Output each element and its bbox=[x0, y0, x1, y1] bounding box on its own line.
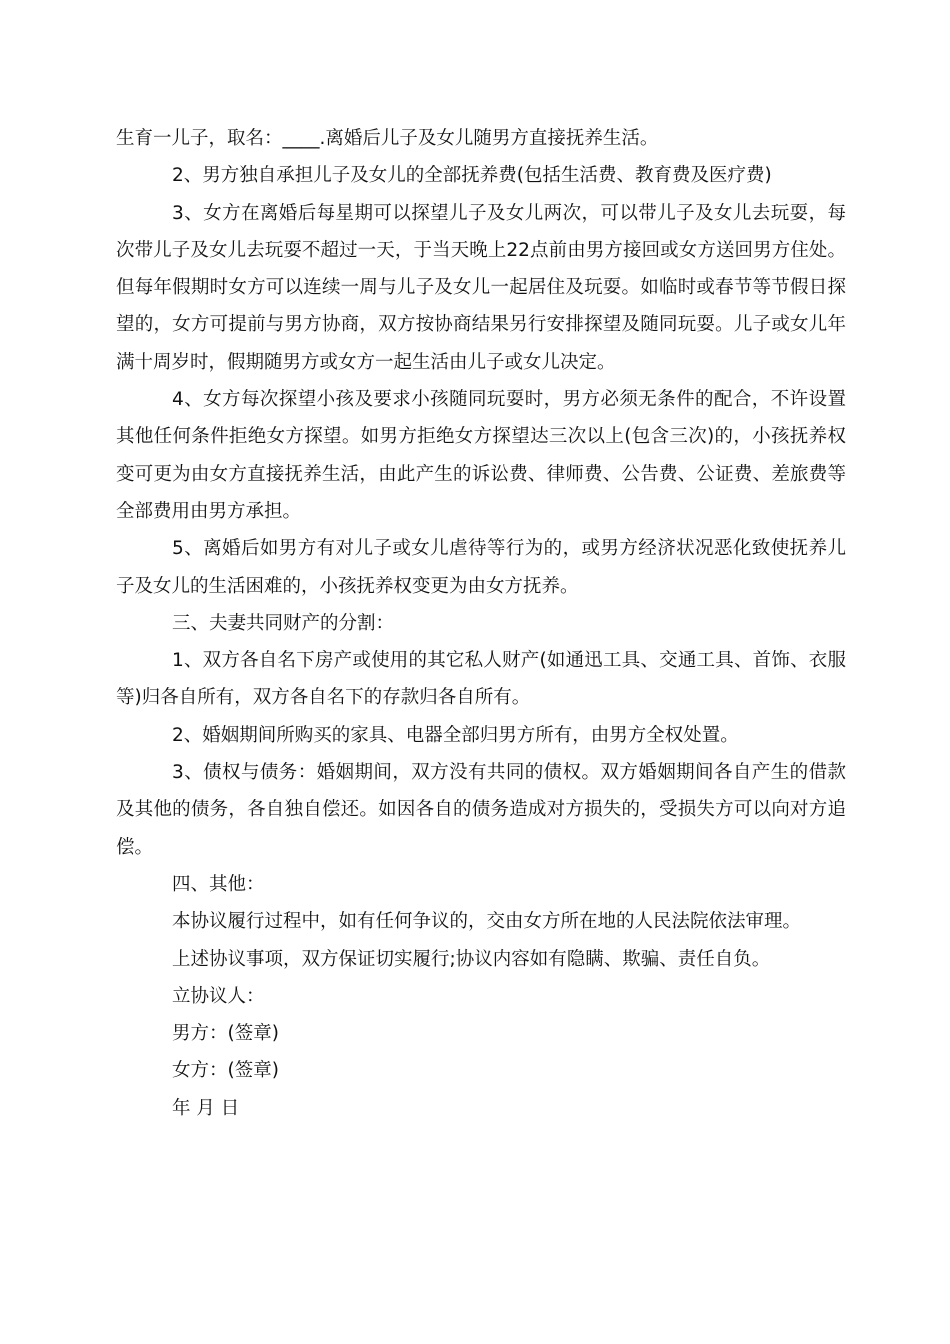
signature-female: 女方：(签章) bbox=[172, 1060, 279, 1082]
section-heading-other: 四、其他： bbox=[172, 873, 265, 895]
paragraph-item-2-support-costs: 2、男方独自承担儿子及女儿的全部抚养费(包括生活费、教育费及医疗费) bbox=[172, 165, 772, 187]
signature-block bbox=[116, 978, 846, 1127]
signature-male: 男方：(签章) bbox=[172, 1023, 279, 1045]
section-heading-property: 三、夫妻共同财产的分割： bbox=[172, 612, 395, 634]
document-body bbox=[116, 120, 846, 1127]
paragraph-guarantee: 上述协议事项，双方保证切实履行;协议内容如有隐瞒、欺骗、责任自负。 bbox=[172, 948, 771, 970]
signature-date: 年 月 日 bbox=[172, 1097, 240, 1119]
signature-title: 立协议人： bbox=[172, 985, 265, 1007]
paragraph-dispute-resolution: 本协议履行过程中，如有任何争议的，交由女方所在地的人民法院依法审理。 bbox=[172, 911, 802, 933]
paragraph-item-4-cooperation: 4、女方每次探望小孩及要求小孩随同玩耍时，男方必须无条件的配合，不许设置其他任何条件拒绝女方探望。如男方拒绝女方探望达三次以上(包含三次)的，小孩抚养权变可更为由女方直接抚养生活，由此产生的诉讼费、律师费、公告费、公证费、差旅费等全部费用由男方承担。 bbox=[116, 389, 846, 522]
paragraph-property-3-debts: 3、债权与债务：婚姻期间，双方没有共同的债权。双方婚姻期间各自产生的借款及其他的债务，各自独自偿还。如因各自的债务造成对方损失的，受损失方可以向对方追偿。 bbox=[116, 762, 846, 858]
paragraph-item-3-visitation: 3、女方在离婚后每星期可以探望儿子及女儿两次，可以带儿子及女儿去玩耍，每次带儿子及女儿去玩耍不超过一天，于当天晚上22点前由男方接回或女方送回男方住处。但每年假期时女方可以连续一周与儿子及女儿一起居住及玩耍。如临时或春节等节假日探望的，女方可提前与男方协商，双方按协商结果另行安排探望及随同玩耍。儿子或女儿年满十周岁时，假期随男方或女方一起生活由儿子或女儿决定。 bbox=[116, 202, 846, 373]
paragraph-property-2: 2、婚姻期间所购买的家具、电器全部归男方所有，由男方全权处置。 bbox=[172, 724, 739, 746]
paragraph-item-5-custody-change: 5、离婚后如男方有对儿子或女儿虐待等行为的，或男方经济状况恶化致使抚养儿子及女儿的生活困难的，小孩抚养权变更为由女方抚养。 bbox=[116, 538, 846, 597]
paragraph-custody-intro: 生育一儿子，取名：____.离婚后儿子及女儿随男方直接抚养生活。 bbox=[116, 128, 659, 149]
paragraph-property-1: 1、双方各自名下房产或使用的其它私人财产(如通迅工具、交通工具、首饰、衣服等)归各自所有，双方各自名下的存款归各自所有。 bbox=[116, 650, 846, 709]
